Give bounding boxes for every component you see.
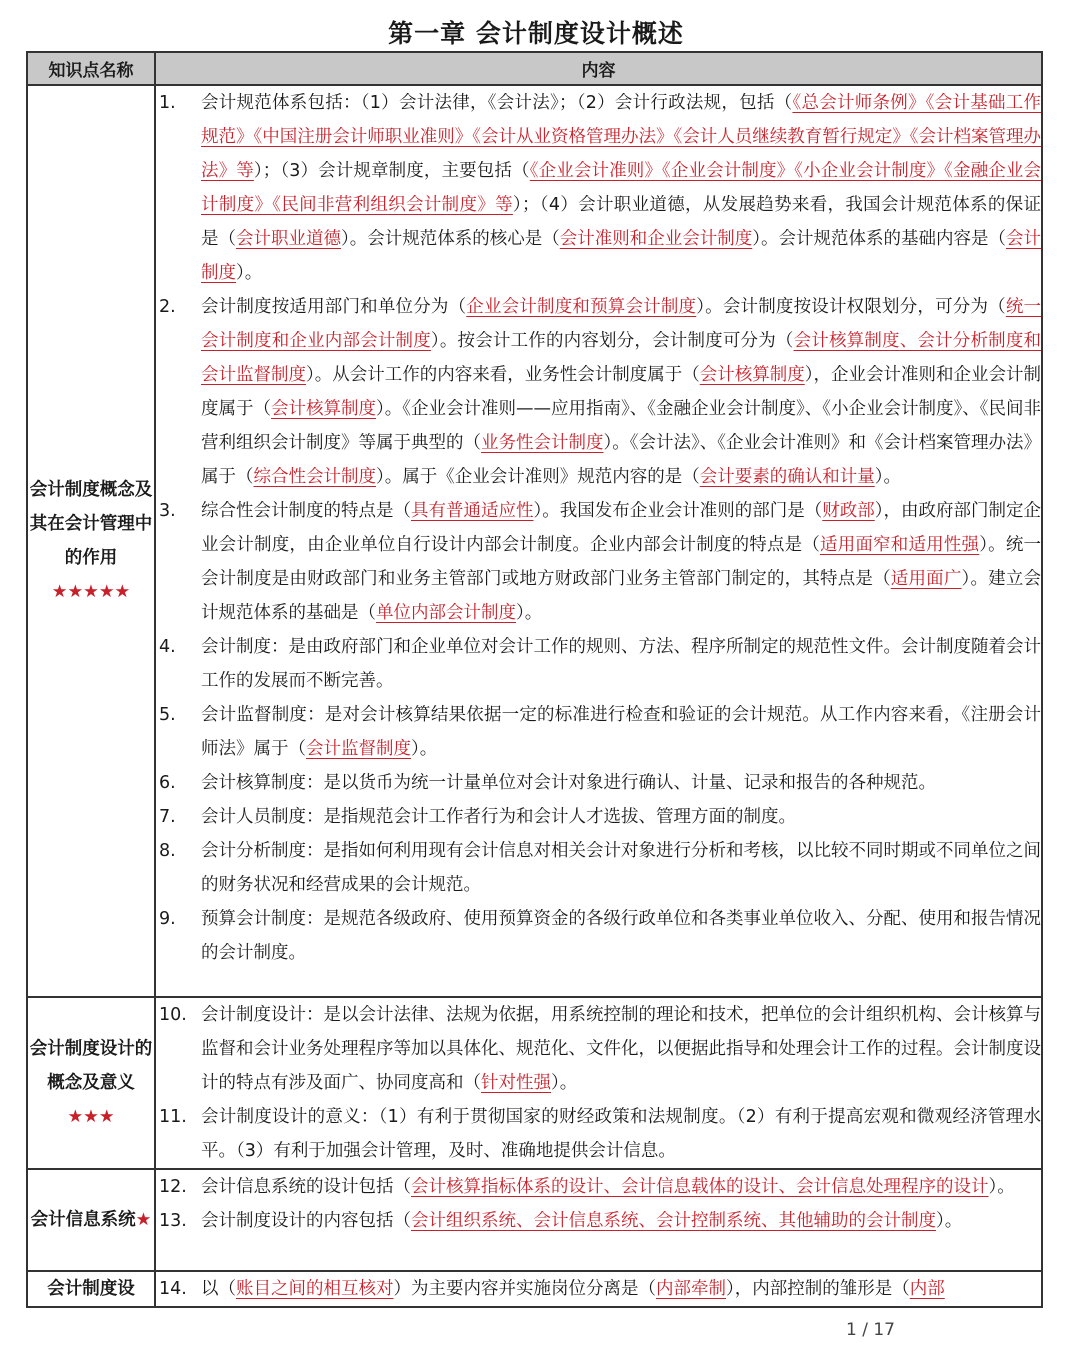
- answer-text: 会计职业道德: [236, 229, 341, 249]
- list-item: [156, 800, 1041, 834]
- item-text-segment: ），由政府部门制定企业会计制度，由企业单位自行设计内部会计制度。企业内部会计制度的特点是（: [201, 501, 1041, 555]
- item-number: 4.: [159, 637, 176, 657]
- item-text-segment: ），企业会计准则和企业会计制度属于（: [201, 365, 1041, 419]
- item-text-segment: ）；（4）会计职业道德，从发展趋势来看，我国会计规范体系的保证是（: [201, 195, 1041, 249]
- answer-text: 企业会计制度和预算会计制度: [466, 297, 697, 317]
- item-text: [201, 290, 1041, 494]
- item-number: 12.: [159, 1177, 187, 1197]
- item-text-segment: 会计制度：是由政府部门和企业单位对会计工作的规则、方法、程序所制定的规范性文件。会计制度随着会计工作的发展而不断完善。: [201, 637, 1041, 691]
- answer-text: 会计制度: [201, 229, 1041, 283]
- item-text: [201, 630, 1041, 698]
- answer-text: 业务性会计制度: [481, 433, 604, 453]
- item-text-segment: ）。《企业会计准则——应用指南》、《金融企业会计制度》、《小企业会计制度》、《民间非营利组织会计制度》等属于典型的（: [201, 399, 1041, 453]
- item-text-segment: ）。: [411, 739, 438, 759]
- list-item: [156, 1100, 1041, 1168]
- item-text-segment: 以（: [201, 1279, 236, 1299]
- list-item: [156, 834, 1041, 902]
- answer-text: 单位内部会计制度: [376, 603, 516, 623]
- item-text-segment: ）为主要内容并实施岗位分离是（: [393, 1279, 656, 1299]
- item-text-segment: 会计制度设计的意义：（1）有利于贯彻国家的财经政策和法规制度。（2）有利于提高宏观和微观经济管理水平。（3）有利于加强会计管理，及时、准确地提供会计信息。: [201, 1107, 1041, 1161]
- list-item: [156, 766, 1041, 800]
- answer-text: 会计监督制度: [306, 739, 411, 759]
- item-number: 5.: [159, 705, 176, 725]
- item-text-segment: ）。按会计工作的内容划分，会计制度可分为（: [430, 331, 794, 351]
- item-text-segment: 会计核算制度：是以货币为统一计量单位对会计对象进行确认、计量、记录和报告的各种规范。: [201, 773, 936, 793]
- answer-text: 财政部: [822, 501, 875, 521]
- table-header-row: [27, 52, 1042, 85]
- list-item: [156, 290, 1041, 494]
- importance-stars: ★: [135, 1210, 152, 1230]
- item-text-segment: ）；（3）会计规章制度，主要包括（: [253, 161, 530, 181]
- item-number: 8.: [159, 841, 176, 861]
- topic-cell: [27, 997, 155, 1169]
- item-text: [201, 902, 1041, 970]
- item-number: 11.: [159, 1107, 187, 1127]
- item-number: 9.: [159, 909, 176, 929]
- item-number: 6.: [159, 773, 176, 793]
- item-text-segment: ）。: [936, 1211, 963, 1231]
- list-item: [156, 998, 1041, 1100]
- list-item: [156, 1170, 1041, 1204]
- item-text: [201, 1272, 1041, 1306]
- item-text: [201, 1170, 1041, 1204]
- item-text-segment: ）。从会计工作的内容来看，业务性会计制度属于（: [306, 365, 700, 385]
- answer-text: 会计核算指标体系的设计、会计信息载体的设计、会计信息处理程序的设计: [411, 1177, 989, 1197]
- page-number: 1 / 17: [846, 1320, 895, 1340]
- importance-stars: ★★★: [67, 1107, 115, 1127]
- answer-text: 适用面广: [890, 569, 962, 589]
- list-item: [156, 1272, 1041, 1306]
- item-text-segment: 综合性会计制度的特点是（: [201, 501, 411, 521]
- item-text-segment: ），内部控制的雏形是（: [726, 1279, 910, 1299]
- item-text: [201, 1204, 1041, 1238]
- content-cell: [155, 997, 1042, 1169]
- answer-text: 统一会计制度和企业内部会计制度: [201, 297, 1042, 351]
- answer-text: 会计要素的确认和计量: [699, 467, 875, 487]
- item-text-segment: ）。会计制度按设计权限划分，可分为（: [696, 297, 1006, 317]
- item-text-segment: ）。建立会计规范体系的基础是（: [201, 569, 1042, 623]
- item-number: 1.: [159, 93, 176, 113]
- item-text: [201, 1100, 1041, 1168]
- knowledge-table: [26, 51, 1043, 1308]
- item-text-segment: 会计制度设计：是以会计法律、法规为依据，用系统控制的理论和技术，把单位的会计组织机构、会计核算与监督和会计业务处理程序等加以具体化、规范化、文件化，以便据此指导和处理会计工作的过程。会计制度设计的特点有涉及面广、协同度高和（: [201, 1005, 1041, 1093]
- list-item: [156, 86, 1041, 290]
- answer-text: 会计组织系统、会计信息系统、会计控制系统、其他辅助的会计制度: [411, 1211, 936, 1231]
- item-text-segment: ）。: [988, 1177, 1015, 1197]
- item-text-segment: ）。会计规范体系的基础内容是（: [752, 229, 1006, 249]
- header-content: 内容: [155, 52, 1042, 85]
- item-text: [201, 698, 1041, 766]
- item-text-segment: ）。: [236, 263, 263, 283]
- content-cell: [155, 85, 1042, 997]
- item-text-segment: 会计制度设计的内容包括（: [201, 1211, 411, 1231]
- item-text: [201, 834, 1041, 902]
- item-text-segment: ）。会计规范体系的核心是（: [341, 229, 560, 249]
- answer-text: 会计核算制度: [699, 365, 805, 385]
- topic-cell: [27, 1169, 155, 1271]
- answer-text: 《企业会计准则》《企业会计制度》《小企业会计制度》《金融企业会计制度》《民间非营利组织会计制度》等: [201, 161, 1042, 215]
- topic-name: 会计信息系统: [30, 1210, 136, 1230]
- importance-stars: ★★★★★: [51, 582, 131, 602]
- item-text-segment: 会计人员制度：是指规范会计工作者行为和会计人才选拔、管理方面的制度。: [201, 807, 796, 827]
- item-number: 7.: [159, 807, 176, 827]
- item-text: [201, 86, 1041, 290]
- item-text-segment: ）。属于《企业会计准则》规范内容的是（: [376, 467, 700, 487]
- topic-name: 会计制度设: [47, 1279, 135, 1299]
- item-text-segment: ）。我国发布企业会计准则的部门是（: [533, 501, 823, 521]
- list-item: [156, 698, 1041, 766]
- item-text-segment: ）。: [874, 467, 901, 487]
- list-item: [156, 630, 1041, 698]
- item-number: 13.: [159, 1211, 187, 1231]
- item-number: 2.: [159, 297, 176, 317]
- list-item: [156, 902, 1041, 970]
- table-row: [27, 1271, 1042, 1307]
- item-text: [201, 998, 1041, 1100]
- answer-text: 会计准则和企业会计制度: [559, 229, 753, 249]
- page-title: 第一章 会计制度设计概述: [388, 19, 684, 48]
- item-text: [201, 494, 1041, 630]
- topic-cell: [27, 1271, 155, 1307]
- item-text-segment: 预算会计制度：是规范各级政府、使用预算资金的各级行政单位和各类事业单位收入、分配、使用和报告情况的会计制度。: [201, 909, 1041, 963]
- answer-text: 会计核算制度、会计分析制度和会计监督制度: [201, 331, 1042, 385]
- item-text-segment: 会计制度按适用部门和单位分为（: [201, 297, 467, 317]
- item-text: [201, 766, 1041, 800]
- content-cell: [155, 1169, 1042, 1271]
- item-text-segment: 会计规范体系包括：（1）会计法律，《会计法》；（2）会计行政法规，包括（: [201, 93, 793, 113]
- table-row: [27, 85, 1042, 997]
- header-topic: 知识点名称: [27, 52, 155, 85]
- item-number: 10.: [159, 1005, 187, 1025]
- answer-text: 适用面窄和适用性强: [820, 535, 980, 555]
- item-number: 3.: [159, 501, 176, 521]
- item-number: 14.: [159, 1279, 187, 1299]
- item-text-segment: 会计分析制度：是指如何利用现有会计信息对相关会计对象进行分析和考核，以比较不同时期或不同单位之间的财务状况和经营成果的会计规范。: [201, 841, 1041, 895]
- item-text: [201, 800, 1041, 834]
- item-text-segment: ）。《会计法》、《企业会计准则》和《会计档案管理办法》属于（: [201, 433, 1041, 487]
- item-text-segment: ）。统一会计制度是由财政部门和业务主管部门或地方财政部门业务主管部门制定的，其特点是（: [201, 535, 1042, 589]
- item-text-segment: 会计信息系统的设计包括（: [201, 1177, 411, 1197]
- topic-name: 会计制度概念及其在会计管理中的作用: [29, 480, 153, 568]
- answer-text: 具有普通适应性: [411, 501, 534, 521]
- table-row: [27, 997, 1042, 1169]
- item-text-segment: 会计监督制度：是对会计核算结果依据一定的标准进行检查和验证的会计规范。从工作内容来看，《注册会计师法》属于（: [201, 705, 1041, 759]
- item-text-segment: ）。: [516, 603, 543, 623]
- content-cell: [155, 1271, 1042, 1307]
- answer-text: 《总会计师条例》《会计基础工作规范》《中国注册会计师职业准则》《会计从业资格管理办法》《会计人员继续教育暂行规定》《会计档案管理办法》等: [201, 93, 1042, 181]
- topic-name: 会计制度设计的概念及意义: [29, 1039, 153, 1093]
- answer-text: 会计核算制度: [271, 399, 376, 419]
- table-row: [27, 1169, 1042, 1271]
- answer-text: 针对性强: [481, 1073, 551, 1093]
- answer-text: 内部: [909, 1279, 945, 1299]
- answer-text: 账目之间的相互核对: [236, 1279, 394, 1299]
- answer-text: 综合性会计制度: [253, 467, 376, 487]
- answer-text: 内部牵制: [656, 1279, 726, 1299]
- item-text-segment: ）。: [551, 1073, 578, 1093]
- list-item: [156, 1204, 1041, 1238]
- topic-cell: [27, 85, 155, 997]
- list-item: [156, 494, 1041, 630]
